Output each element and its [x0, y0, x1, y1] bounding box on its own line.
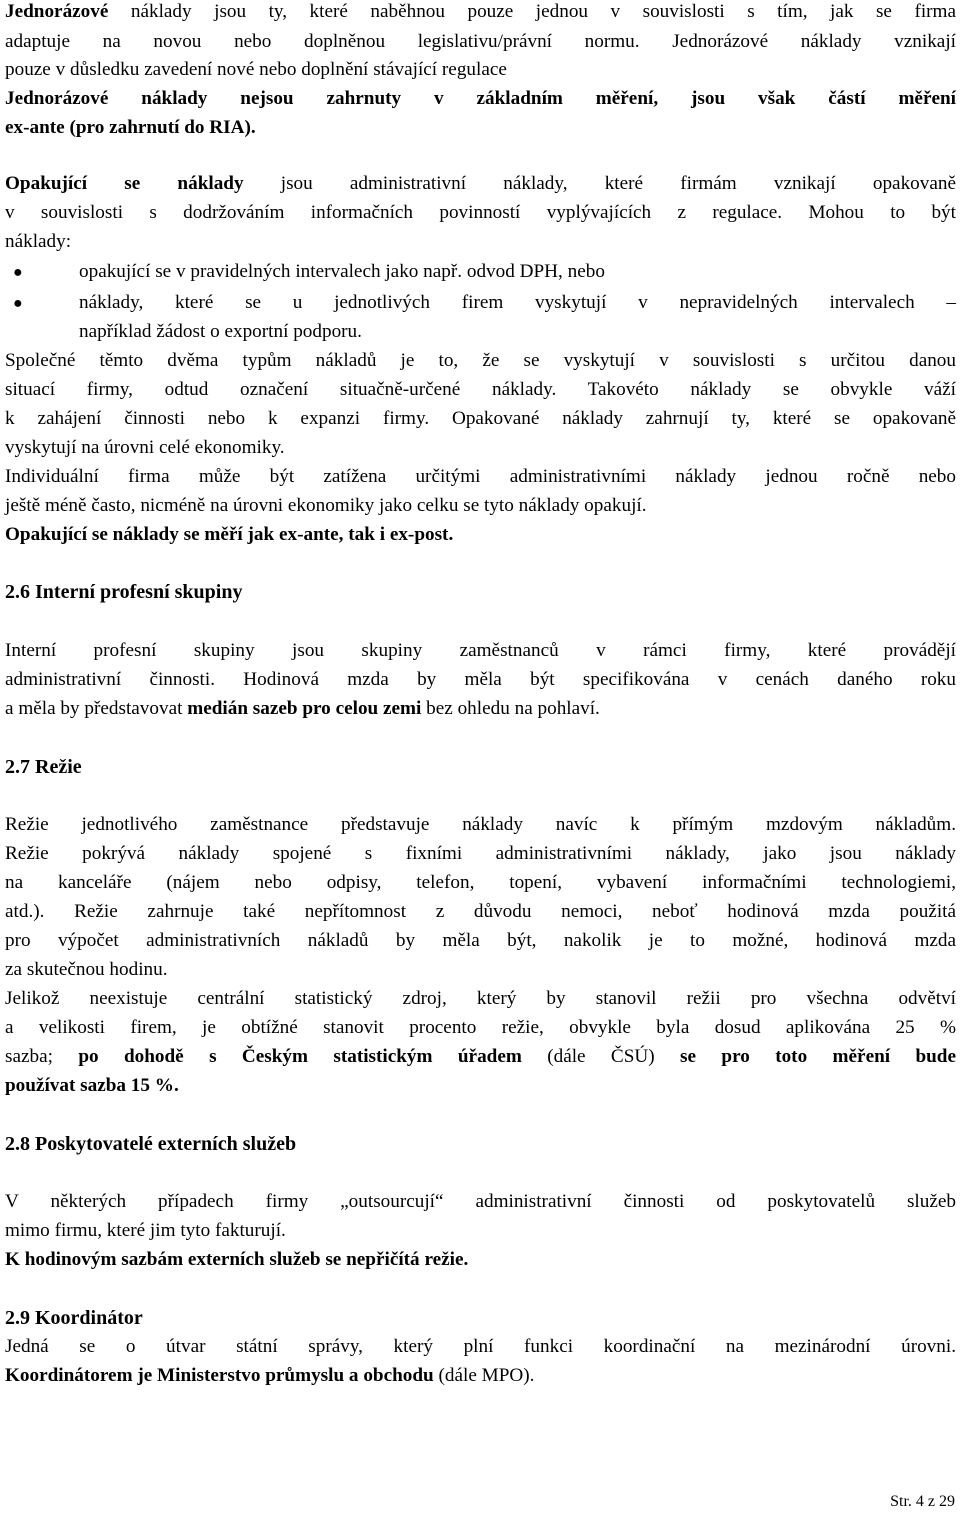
text-line: ještě méně často, nicméně na úrovni ekonomiky jako celku se tyto náklady opakují.	[5, 495, 647, 516]
text-line: v souvislosti s dodržováním informačních povinností vyplývajících z regulace. Mohou to být	[5, 202, 956, 223]
text-line: Opakující se náklady se měří jak ex-ante, tak i ex-post.	[5, 524, 454, 545]
text-line: vyskytují na úrovni celé ekonomiky.	[5, 437, 285, 458]
text-line: K hodinovým sazbám externích služeb se nepřičítá režie.	[5, 1249, 469, 1270]
section-heading: 2.6 Interní profesní skupiny	[5, 581, 243, 603]
list-item: náklady, které se u jednotlivých firem vyskytují v nepravidelných intervalech –	[79, 292, 956, 313]
text-line: Jelikož neexistuje centrální statistický zdroj, který by stanovil režii pro všechna odvětví	[5, 988, 956, 1009]
text-line: adaptuje na novou nebo doplněnou legislativu/právní normu. Jednorázové náklady vznikají	[5, 31, 956, 52]
text-line: používat sazba 15 %.	[5, 1075, 179, 1096]
text-line: na kanceláře (nájem nebo odpisy, telefon, topení, vybavení informačními technologiemi,	[5, 872, 956, 893]
text-line: Opakující se náklady jsou administrativní náklady, které firmám vznikají opakovaně	[5, 173, 956, 194]
text-line: Koordinátorem je Ministerstvo průmyslu a obchodu (dále MPO).	[5, 1365, 535, 1386]
text-line: Jednorázové náklady jsou ty, které naběhnou pouze jednou v souvislosti s tím, jak se firma	[5, 1, 956, 22]
text-line: Režie pokrývá náklady spojené s fixními administrativními náklady, jako jsou náklady	[5, 843, 956, 864]
text-line: situací firmy, odtud označení situačně-určené náklady. Takovéto náklady se obvykle váží	[5, 379, 956, 400]
text-line: za skutečnou hodinu.	[5, 959, 168, 980]
section-heading: 2.8 Poskytovatelé externích služeb	[5, 1133, 297, 1155]
text-line: pouze v důsledku zavedení nové nebo doplnění stávající regulace	[5, 59, 507, 80]
page-number: Str. 4 z 29	[890, 1493, 955, 1510]
bullet-icon: ●	[13, 264, 23, 281]
text-line: Individuální firma může být zatížena určitými administrativními náklady jednou ročně nebo	[5, 466, 956, 487]
section-heading: 2.9 Koordinátor	[5, 1307, 143, 1329]
text-line: Režie jednotlivého zaměstnance představuje náklady navíc k přímým mzdovým nákladům.	[5, 814, 956, 835]
text-line: Společné těmto dvěma typům nákladů je to, že se vyskytují v souvislosti s určitou danou	[5, 350, 956, 371]
text-line: administrativní činnosti. Hodinová mzda by měla být specifikována v cenách daného roku	[5, 669, 956, 690]
list-item-continuation: například žádost o exportní podporu.	[79, 321, 362, 342]
text-line: k zahájení činnosti nebo k expanzi firmy. Opakované náklady zahrnují ty, které se opakovaně	[5, 408, 956, 429]
text-line: Interní profesní skupiny jsou skupiny zaměstnanců v rámci firmy, které provádějí	[5, 640, 956, 661]
list-item: opakující se v pravidelných intervalech jako např. odvod DPH, nebo	[79, 261, 605, 282]
text-line: náklady:	[5, 231, 72, 252]
text-line: sazba; po dohodě s Českým statistickým úřadem (dále ČSÚ) se pro toto měření bude	[5, 1046, 956, 1067]
bullet-icon: ●	[13, 295, 23, 312]
text-line: mimo firmu, které jim tyto fakturují.	[5, 1220, 286, 1241]
text-line: ex-ante (pro zahrnutí do RIA).	[5, 117, 256, 138]
text-line: a velikosti firem, je obtížné stanovit procento režie, obvykle byla dosud aplikována 25 %	[5, 1017, 956, 1038]
text-line: V některých případech firmy „outsourcují“ administrativní činnosti od poskytovatelů služeb	[5, 1191, 956, 1212]
text-line: Jednorázové náklady nejsou zahrnuty v základním měření, jsou však částí měření	[5, 88, 956, 109]
section-heading: 2.7 Režie	[5, 756, 82, 778]
text-line: Jedná se o útvar státní správy, který plní funkci koordinační na mezinárodní úrovni.	[5, 1336, 956, 1357]
text-line: pro výpočet administrativních nákladů by měla být, nakolik je to možné, hodinová mzda	[5, 930, 956, 951]
text-line: atd.). Režie zahrnuje také nepřítomnost z důvodu nemoci, neboť hodinová mzda použitá	[5, 901, 956, 922]
text-line: a měla by představovat medián sazeb pro celou zemi bez ohledu na pohlaví.	[5, 698, 600, 719]
